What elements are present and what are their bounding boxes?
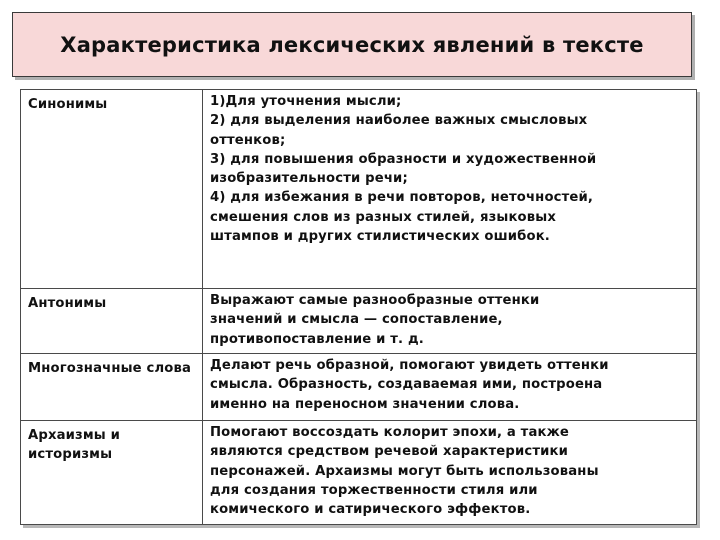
description-line: оттенков; — [210, 132, 286, 148]
description-cell — [203, 421, 697, 525]
description-line: являются средством речевой характеристики — [210, 444, 568, 460]
term-cell — [21, 354, 203, 421]
description-cell — [203, 90, 697, 289]
term-synonyms: Синонимы — [28, 97, 108, 112]
description-line: Выражают самые разнообразные оттенки — [210, 293, 540, 308]
term-polysemous-words: Многозначные слова — [28, 361, 192, 376]
description-line: смешения слов из разных стилей, языковых — [210, 209, 556, 225]
term-antonyms: Антонимы — [28, 296, 107, 311]
table-row — [21, 90, 697, 289]
description-line: для создания торжественности стиля или — [210, 482, 538, 498]
table-row — [21, 354, 697, 421]
table-row — [21, 289, 697, 354]
table-row — [21, 421, 697, 525]
description-line: противопоставление и т. д. — [210, 331, 424, 347]
description-line: 3) для повышения образности и художественной — [210, 151, 597, 167]
description-line: 2) для выделения наиболее важных смысловых — [210, 113, 588, 129]
description-line: смысла. Образность, создаваемая ими, построена — [210, 377, 603, 393]
description-line: Делают речь образной, помогают увидеть оттенки — [210, 358, 609, 373]
description-line: значений и смысла — сопоставление, — [210, 312, 503, 328]
description-line: персонажей. Архаизмы могут быть использованы — [210, 463, 599, 479]
description-line: именно на переносном значении слова. — [210, 396, 520, 412]
description-line: изобразительности речи; — [210, 171, 408, 187]
description-line: Помогают воссоздать колорит эпохи, а также — [210, 425, 569, 440]
description-line: 1)Для уточнения мысли; — [210, 94, 402, 109]
description-line: 4) для избежания в речи повторов, неточностей, — [210, 190, 594, 206]
term-cell — [21, 289, 203, 354]
lexical-phenomena-table — [20, 89, 697, 525]
term-cell — [21, 421, 203, 525]
description-cell — [203, 354, 697, 421]
page-title: Характеристика лексических явлений в тексте — [60, 32, 644, 57]
title-banner — [12, 12, 692, 77]
description-line: комического и сатирического эффектов. — [210, 502, 531, 518]
term-cell — [21, 90, 203, 289]
description-cell — [203, 289, 697, 354]
description-line: штампов и других стилистических ошибок. — [210, 229, 550, 245]
term-archaisms-historicisms: Архаизмы и историзмы — [28, 428, 120, 463]
